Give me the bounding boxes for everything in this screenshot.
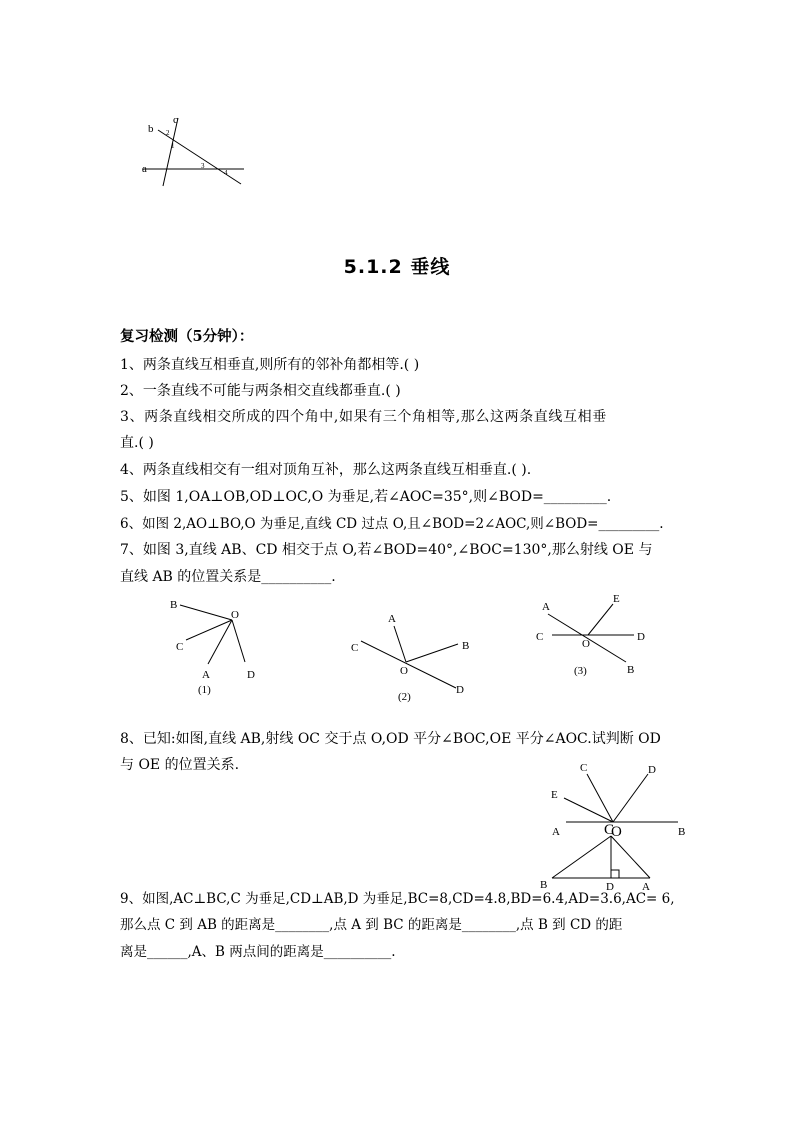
question-1: 1、两条直线互相垂直,则所有的邻补角都相等.( ) [120, 357, 420, 373]
top-figure [138, 112, 250, 188]
q9-label-B: B [540, 879, 548, 891]
question-9-line-1: 9、如图,AC⊥BC,C 为垂足,CD⊥AB,D 为垂足,BC=8,CD=4.8,BD=6.4,AD=3.6,AC= 6, [120, 891, 675, 907]
label-D: D [247, 669, 255, 681]
caption-2: (2) [398, 691, 411, 703]
label-2: 2 [166, 129, 170, 137]
question-7-line-1: 7、如图 3,直线 AB、CD 相交于点 O,若∠BOD=40°,∠BOC=130°,那么射线 OE 与 [120, 542, 653, 558]
label-O: O [582, 638, 590, 650]
label-A: A [202, 669, 210, 681]
label-C: C [536, 631, 544, 643]
label-c: c [173, 114, 178, 126]
page-title: 5.1.2 垂线 [343, 256, 451, 278]
label-A: A [542, 601, 550, 613]
question-6: 6、如图 2,AO⊥BO,O 为垂足,直线 CD 过点 O,且∠BOD=2∠AOC,则∠BOD=_________. [120, 516, 664, 532]
figure-q8-q9 [540, 758, 694, 896]
question-2: 2、一条直线不可能与两条相交直线都垂直.( ) [120, 383, 401, 399]
label-1: 1 [171, 142, 175, 150]
question-3-line-1: 3、两条直线相交所成的四个角中,如果有三个角相等,那么这两条直线互相垂 [120, 409, 607, 425]
figure-2 [346, 608, 476, 704]
q9-label-D: D [606, 881, 614, 893]
q8-label-B: B [678, 826, 686, 838]
label-B: B [627, 664, 635, 676]
label-O: O [231, 609, 239, 621]
label-B: B [170, 599, 178, 611]
section-heading: 复习检测（5分钟）： [120, 328, 254, 345]
question-9-line-2: 那么点 C 到 AB 的距离是________,点 A 到 BC 的距离是________,点 B 到 CD 的距 [120, 917, 623, 933]
q8-label-A: A [552, 826, 560, 838]
figure-3 [530, 588, 660, 684]
label-A: A [388, 613, 396, 625]
q8-label-E: E [551, 789, 558, 801]
label-a: a [142, 163, 147, 175]
label-O: O [400, 665, 408, 677]
label-C: C [176, 641, 184, 653]
caption-1: (1) [198, 684, 211, 696]
question-3-line-2: 直.( ) [120, 435, 154, 451]
label-4: 4 [224, 169, 228, 177]
q9-label-C: C [604, 822, 615, 838]
question-8-line-2: 与 OE 的位置关系. [120, 757, 240, 773]
question-9-line-3: 离是______,A、B 两点间的距离是__________. [120, 944, 396, 960]
question-8-line-1: 8、已知:如图,直线 AB,射线 OC 交于点 O,OD 平分∠BOC,OE 平分∠AOC.试判断 OD [120, 731, 661, 747]
q8-label-C: C [580, 762, 588, 774]
label-D: D [637, 631, 645, 643]
q9-label-A: A [642, 881, 650, 893]
q8-label-D: D [648, 764, 656, 776]
caption-3: (3) [574, 665, 587, 677]
question-4: 4、两条直线相交有一组对顶角互补，那么这两条直线互相垂直.( ). [120, 462, 532, 478]
question-5: 5、如图 1,OA⊥OB,OD⊥OC,O 为垂足,若∠AOC=35°,则∠BOD=_________. [120, 489, 612, 505]
line-b [158, 130, 241, 184]
label-D: D [456, 684, 464, 696]
label-3: 3 [201, 162, 205, 170]
label-b: b [148, 123, 154, 135]
label-E: E [613, 593, 620, 605]
question-7-line-2: 直线 AB 的位置关系是__________. [120, 569, 336, 585]
label-C: C [351, 642, 359, 654]
label-B: B [462, 640, 470, 652]
q8-label-O: O [611, 824, 622, 840]
figure-1 [162, 594, 272, 698]
